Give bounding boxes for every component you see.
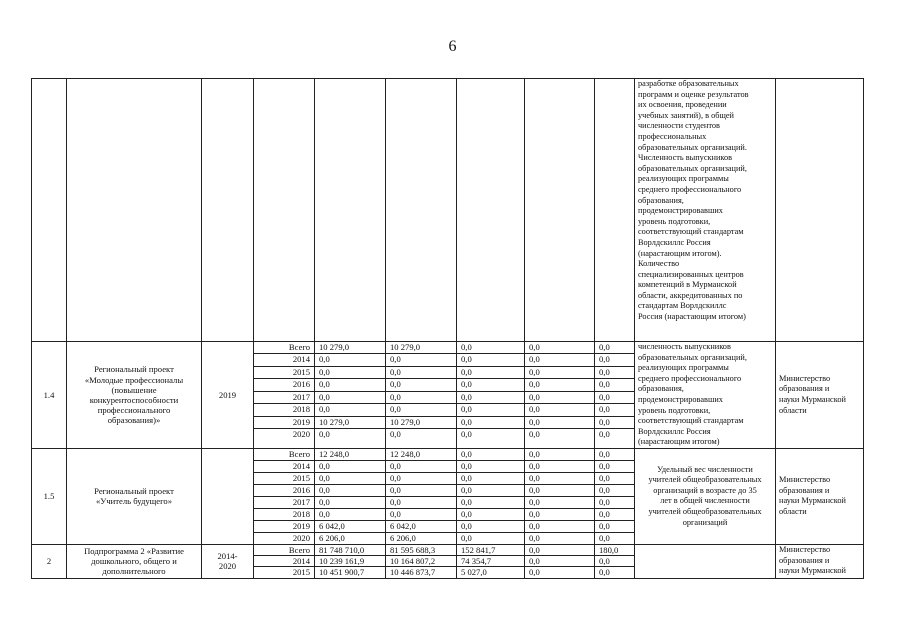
value-cell: 0,0	[315, 379, 386, 391]
value-cell: 0,0	[386, 391, 457, 403]
indicator-cell-line: Россия (нарастающим итогом)	[638, 312, 746, 322]
indicator-cell	[635, 448, 776, 544]
value-cell: 0,0	[315, 460, 386, 472]
value-cell: 0,0	[457, 354, 525, 366]
executor-cell-line: науки Мурманской	[779, 394, 846, 404]
row-period-line: 2014-	[217, 551, 238, 562]
row-name	[67, 342, 202, 449]
row-period-line: 2020	[218, 561, 237, 572]
year-cell: 2018	[254, 508, 315, 520]
executor-cell-line: области	[779, 507, 807, 517]
value-cell: 81 748 710,0	[315, 544, 386, 555]
executor-cell	[776, 79, 864, 342]
indicator-cell-line: разработке образовательных	[638, 79, 739, 88]
value-cell: 0,0	[525, 416, 595, 428]
value-cell: 0,0	[386, 484, 457, 496]
program-table	[31, 78, 864, 579]
indicator-cell-line: стандартам Ворлдскиллс	[638, 301, 727, 311]
indicator-cell-line: образовательных организаций,	[638, 163, 747, 173]
indicator-cell-line: организаций в возрасте до 35	[653, 485, 757, 495]
indicator-cell-line: образования,	[638, 195, 684, 205]
indicator-cell-line: реализующих программы	[638, 174, 729, 184]
executor-cell-line: области	[779, 405, 807, 415]
value-cell: 0,0	[315, 508, 386, 520]
indicator-cell	[635, 342, 776, 449]
value-cell: 0,0	[525, 448, 595, 460]
row-name-line: дошкольного, общего и	[91, 556, 177, 567]
empty-cell	[315, 79, 386, 342]
executor-cell	[776, 544, 864, 578]
indicator-cell-line: Удельный вес численности	[657, 464, 753, 474]
value-cell: 0,0	[457, 496, 525, 508]
value-cell: 10 446 873,7	[386, 567, 457, 578]
value-cell: 0,0	[595, 520, 635, 532]
row-name-line: дополнительного	[102, 566, 166, 577]
value-cell: 0,0	[386, 404, 457, 416]
value-cell: 0,0	[315, 354, 386, 366]
value-cell: 0,0	[595, 508, 635, 520]
value-cell: 0,0	[457, 342, 525, 354]
indicator-cell-line: Ворлдскиллс Россия	[638, 237, 711, 247]
value-cell: 10 279,0	[315, 342, 386, 354]
value-cell: 12 248,0	[315, 448, 386, 460]
year-cell: 2017	[254, 391, 315, 403]
value-cell: 0,0	[525, 404, 595, 416]
executor-cell	[776, 342, 864, 449]
value-cell: 0,0	[315, 496, 386, 508]
empty-cell	[525, 79, 595, 342]
year-cell: 2014	[254, 556, 315, 567]
value-cell: 0,0	[457, 484, 525, 496]
year-cell: 2020	[254, 429, 315, 449]
value-cell: 0,0	[525, 429, 595, 449]
row-number: 1.4	[32, 342, 67, 449]
value-cell: 0,0	[457, 379, 525, 391]
empty-cell	[32, 79, 67, 342]
indicator-cell-line: организаций	[682, 517, 728, 527]
executor-cell-line: образования и	[779, 384, 830, 394]
value-cell: 0,0	[595, 460, 635, 472]
year-cell: Всего	[254, 448, 315, 460]
value-cell: 0,0	[595, 532, 635, 544]
indicator-cell-line: численности студентов	[638, 121, 720, 131]
value-cell: 152 841,7	[457, 544, 525, 555]
empty-cell	[595, 79, 635, 342]
value-cell: 0,0	[386, 429, 457, 449]
table-row	[32, 448, 864, 460]
value-cell: 10 279,0	[386, 342, 457, 354]
indicator-cell-line: учителей общеобразовательных	[648, 507, 762, 517]
row-name-line: «Учитель будущего»	[95, 496, 173, 507]
value-cell: 0,0	[525, 354, 595, 366]
value-cell: 0,0	[525, 472, 595, 484]
row-name-line: (повышение	[111, 384, 157, 395]
value-cell: 0,0	[525, 366, 595, 378]
executor-cell-line: образования и	[779, 555, 830, 565]
executor-cell-line: науки Мурманской	[779, 496, 846, 506]
value-cell: 0,0	[595, 342, 635, 354]
value-cell: 6 042,0	[386, 520, 457, 532]
value-cell: 0,0	[525, 532, 595, 544]
value-cell: 0,0	[457, 460, 525, 472]
year-cell: 2020	[254, 532, 315, 544]
row-period: 2019	[202, 342, 254, 449]
value-cell: 0,0	[457, 532, 525, 544]
value-cell: 0,0	[457, 429, 525, 449]
value-cell: 0,0	[386, 460, 457, 472]
value-cell: 0,0	[457, 448, 525, 460]
indicator-cell-line: области, аккредитованных по	[638, 290, 743, 300]
indicator-cell-line: (нарастающим итогом)	[638, 437, 720, 447]
table-row	[32, 79, 864, 342]
value-cell: 0,0	[525, 508, 595, 520]
indicator-cell-line: образовательных организаций.	[638, 142, 747, 152]
value-cell: 0,0	[457, 520, 525, 532]
value-cell: 0,0	[386, 508, 457, 520]
page-number: 6	[448, 38, 457, 55]
value-cell: 5 027,0	[457, 567, 525, 578]
value-cell: 0,0	[457, 391, 525, 403]
value-cell: 0,0	[315, 429, 386, 449]
year-cell: 2015	[254, 472, 315, 484]
empty-cell	[202, 79, 254, 342]
value-cell: 0,0	[525, 391, 595, 403]
value-cell: 12 248,0	[386, 448, 457, 460]
value-cell: 0,0	[386, 354, 457, 366]
value-cell: 0,0	[315, 391, 386, 403]
value-cell: 74 354,7	[457, 556, 525, 567]
empty-cell	[67, 79, 202, 342]
indicator-cell-line: образования,	[638, 384, 684, 394]
value-cell: 0,0	[525, 460, 595, 472]
indicator-cell-line: соответствующий стандартам	[638, 416, 744, 426]
row-name	[67, 544, 202, 578]
value-cell: 0,0	[315, 404, 386, 416]
value-cell: 81 595 688,3	[386, 544, 457, 555]
empty-cell	[386, 79, 457, 342]
year-cell: 2015	[254, 567, 315, 578]
indicator-cell-line: уровень подготовки,	[638, 405, 711, 415]
executor-cell-line: науки Мурманской	[779, 566, 846, 576]
year-cell: 2014	[254, 460, 315, 472]
year-cell: Всего	[254, 544, 315, 555]
year-cell: 2019	[254, 416, 315, 428]
indicator-cell-line: соответствующий стандартам	[638, 227, 744, 237]
empty-cell	[254, 79, 315, 342]
indicator-cell-line: продемонстрировавших	[638, 394, 723, 404]
value-cell: 0,0	[595, 416, 635, 428]
row-name-line: Региональный проект	[94, 364, 174, 375]
value-cell: 0,0	[595, 379, 635, 391]
table-row	[32, 544, 864, 555]
indicator-cell-line: Численность выпускников	[638, 153, 733, 163]
indicator-cell-line: программ и оценке результатов	[638, 89, 749, 99]
executor-cell-line: образования и	[779, 485, 830, 495]
value-cell: 0,0	[595, 429, 635, 449]
year-cell: 2014	[254, 354, 315, 366]
row-name-line: образования)»	[107, 415, 161, 426]
row-name-line: Подпрограмма 2 «Развитие	[84, 545, 184, 556]
value-cell: 10 164 807,2	[386, 556, 457, 567]
value-cell: 0,0	[595, 484, 635, 496]
year-cell: 2019	[254, 520, 315, 532]
value-cell: 6 042,0	[315, 520, 386, 532]
value-cell: 0,0	[457, 508, 525, 520]
row-name	[67, 448, 202, 544]
year-cell: 2015	[254, 366, 315, 378]
indicator-cell-line: уровень подготовки,	[638, 216, 711, 226]
indicator-cell-line: компетенций в Мурманской	[638, 280, 737, 290]
row-number: 1.5	[32, 448, 67, 544]
indicator-cell-line: лет в общей численности	[660, 496, 750, 506]
value-cell: 10 239 161,9	[315, 556, 386, 567]
indicator-cell-line: среднего профессионального	[638, 184, 742, 194]
value-cell: 0,0	[595, 391, 635, 403]
indicator-cell-line: Количество	[638, 259, 680, 269]
executor-cell-line: Министерство	[779, 373, 831, 383]
value-cell: 0,0	[525, 567, 595, 578]
executor-cell-line: Министерство	[779, 475, 831, 485]
value-cell: 0,0	[595, 354, 635, 366]
indicator-cell	[635, 79, 776, 342]
value-cell: 0,0	[595, 567, 635, 578]
empty-cell	[457, 79, 525, 342]
year-cell: 2016	[254, 484, 315, 496]
indicator-cell-line: профессиональных	[638, 131, 707, 141]
value-cell: 180,0	[595, 544, 635, 555]
value-cell: 10 451 900,7	[315, 567, 386, 578]
year-cell: 2016	[254, 379, 315, 391]
value-cell: 0,0	[595, 404, 635, 416]
indicator-cell-line: специализированных центров	[638, 269, 744, 279]
row-name-line: Региональный проект	[94, 486, 174, 497]
value-cell: 10 279,0	[386, 416, 457, 428]
value-cell: 0,0	[386, 379, 457, 391]
indicator-cell-line: (нарастающим итогом).	[638, 248, 722, 258]
value-cell: 0,0	[595, 556, 635, 567]
value-cell: 0,0	[525, 496, 595, 508]
value-cell: 0,0	[595, 496, 635, 508]
indicator-cell-line: численность выпускников	[638, 342, 731, 351]
value-cell: 0,0	[457, 366, 525, 378]
value-cell: 0,0	[595, 472, 635, 484]
value-cell: 0,0	[525, 556, 595, 567]
row-name-line: конкурентоспособности	[89, 394, 179, 405]
executor-cell-line: Министерство	[779, 544, 831, 554]
year-cell: 2018	[254, 404, 315, 416]
indicator-cell-line: Ворлдскиллс Россия	[638, 426, 711, 436]
indicator-cell-line: учителей общеобразовательных	[648, 475, 762, 485]
value-cell: 0,0	[457, 404, 525, 416]
indicator-cell-line: продемонстрировавших	[638, 206, 723, 216]
value-cell: 0,0	[595, 448, 635, 460]
value-cell: 0,0	[525, 379, 595, 391]
value-cell: 0,0	[315, 484, 386, 496]
value-cell: 0,0	[386, 496, 457, 508]
row-period	[202, 544, 254, 578]
row-name-line: профессионального	[97, 405, 171, 416]
indicator-cell	[635, 544, 776, 578]
indicator-cell-line: реализующих программы	[638, 363, 729, 373]
value-cell: 0,0	[595, 366, 635, 378]
value-cell: 0,0	[525, 342, 595, 354]
value-cell: 0,0	[386, 472, 457, 484]
value-cell: 0,0	[525, 544, 595, 555]
value-cell: 0,0	[525, 520, 595, 532]
row-number: 2	[32, 544, 67, 578]
row-name-line: «Молодые профессионалы	[84, 374, 184, 385]
indicator-cell-line: их освоения, проведении	[638, 100, 727, 110]
value-cell: 6 206,0	[315, 532, 386, 544]
value-cell: 0,0	[315, 472, 386, 484]
value-cell: 6 206,0	[386, 532, 457, 544]
value-cell: 0,0	[457, 472, 525, 484]
value-cell: 0,0	[457, 416, 525, 428]
value-cell: 0,0	[315, 366, 386, 378]
value-cell: 0,0	[525, 484, 595, 496]
table-row	[32, 342, 864, 354]
value-cell: 0,0	[386, 366, 457, 378]
indicator-cell-line: образовательных организаций,	[638, 352, 747, 362]
indicator-cell-line: учебных занятий), в общей	[638, 110, 734, 120]
year-cell: 2017	[254, 496, 315, 508]
value-cell: 10 279,0	[315, 416, 386, 428]
year-cell: Всего	[254, 342, 315, 354]
executor-cell	[776, 448, 864, 544]
indicator-cell-line: среднего профессионального	[638, 373, 742, 383]
row-period	[202, 448, 254, 544]
